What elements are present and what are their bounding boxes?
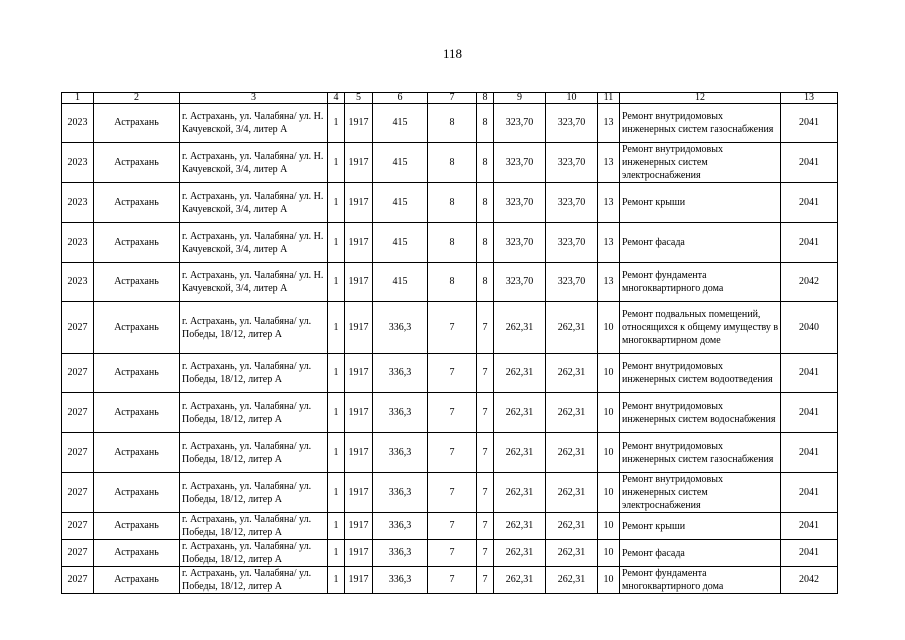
municipality-cell: Астрахань	[94, 302, 180, 354]
table-row	[62, 567, 838, 594]
deadline-cell: 2041	[781, 104, 838, 143]
build-year-cell: 1917	[345, 104, 373, 143]
work-type-cell: Ремонт фундамента многоквартирного дома	[620, 263, 781, 302]
build-year-cell: 1917	[345, 473, 373, 513]
table-row	[62, 263, 838, 302]
area-cell: 336,3	[373, 567, 428, 594]
value-cell: 8	[477, 104, 494, 143]
municipality-cell: Астрахань	[94, 433, 180, 473]
build-year-cell: 1917	[345, 302, 373, 354]
number-cell: 1	[328, 302, 345, 354]
address-cell: г. Астрахань, ул. Чалабяна/ ул. Победы, 18/12, литер А	[180, 354, 328, 393]
column-header: 4	[328, 93, 345, 104]
page-number: 118	[442, 46, 463, 61]
municipality-cell: Астрахань	[94, 354, 180, 393]
deadline-cell: 2041	[781, 354, 838, 393]
build-year-cell: 1917	[345, 223, 373, 263]
work-type-cell: Ремонт внутридомовых инженерных систем водоснабжения	[620, 393, 781, 433]
value-cell: 262,31	[546, 473, 598, 513]
value-cell: 7	[428, 354, 477, 393]
column-header: 11	[598, 93, 620, 104]
value-cell: 8	[428, 183, 477, 223]
address-cell: г. Астрахань, ул. Чалабяна/ ул. Победы, 18/12, литер А	[180, 513, 328, 540]
build-year-cell: 1917	[345, 513, 373, 540]
value-cell: 8	[428, 223, 477, 263]
number-cell: 1	[328, 473, 345, 513]
municipality-cell: Астрахань	[94, 513, 180, 540]
deadline-cell: 2041	[781, 513, 838, 540]
value-cell: 262,31	[494, 302, 546, 354]
value-cell: 8	[477, 143, 494, 183]
value-cell: 7	[428, 473, 477, 513]
value-cell: 7	[477, 567, 494, 594]
value-cell: 10	[598, 393, 620, 433]
build-year-cell: 1917	[345, 354, 373, 393]
area-cell: 415	[373, 263, 428, 302]
value-cell: 323,70	[494, 104, 546, 143]
work-type-cell: Ремонт внутридомовых инженерных систем электроснабжения	[620, 473, 781, 513]
build-year-cell: 1917	[345, 540, 373, 567]
address-cell: г. Астрахань, ул. Чалабяна/ ул. Победы, 18/12, литер А	[180, 393, 328, 433]
value-cell: 13	[598, 263, 620, 302]
table-row	[62, 104, 838, 143]
year-cell: 2023	[62, 183, 94, 223]
deadline-cell: 2041	[781, 143, 838, 183]
value-cell: 10	[598, 473, 620, 513]
municipality-cell: Астрахань	[94, 393, 180, 433]
value-cell: 10	[598, 433, 620, 473]
year-cell: 2027	[62, 513, 94, 540]
number-cell: 1	[328, 393, 345, 433]
column-header: 5	[345, 93, 373, 104]
table-row	[62, 183, 838, 223]
value-cell: 7	[428, 513, 477, 540]
column-header: 8	[477, 93, 494, 104]
value-cell: 262,31	[546, 354, 598, 393]
column-header: 2	[94, 93, 180, 104]
value-cell: 262,31	[494, 393, 546, 433]
column-header: 3	[180, 93, 328, 104]
table-row	[62, 223, 838, 263]
value-cell: 8	[428, 263, 477, 302]
year-cell: 2023	[62, 223, 94, 263]
work-type-cell: Ремонт крыши	[620, 513, 781, 540]
address-cell: г. Астрахань, ул. Чалабяна/ ул. Победы, 18/12, литер А	[180, 540, 328, 567]
number-cell: 1	[328, 540, 345, 567]
value-cell: 13	[598, 104, 620, 143]
value-cell: 13	[598, 223, 620, 263]
area-cell: 336,3	[373, 354, 428, 393]
column-header: 6	[373, 93, 428, 104]
value-cell: 323,70	[494, 143, 546, 183]
value-cell: 7	[477, 302, 494, 354]
year-cell: 2027	[62, 540, 94, 567]
address-cell: г. Астрахань, ул. Чалабяна/ ул. Победы, 18/12, литер А	[180, 433, 328, 473]
municipality-cell: Астрахань	[94, 183, 180, 223]
address-cell: г. Астрахань, ул. Чалабяна/ ул. Победы, 18/12, литер А	[180, 302, 328, 354]
value-cell: 7	[477, 393, 494, 433]
value-cell: 7	[477, 354, 494, 393]
value-cell: 10	[598, 567, 620, 594]
value-cell: 262,31	[546, 567, 598, 594]
value-cell: 13	[598, 183, 620, 223]
year-cell: 2027	[62, 433, 94, 473]
address-cell: г. Астрахань, ул. Чалабяна/ ул. Н. Качуевской, 3/4, литер А	[180, 143, 328, 183]
value-cell: 323,70	[546, 183, 598, 223]
repair-schedule-table	[61, 92, 838, 594]
municipality-cell: Астрахань	[94, 473, 180, 513]
municipality-cell: Астрахань	[94, 263, 180, 302]
value-cell: 323,70	[546, 143, 598, 183]
municipality-cell: Астрахань	[94, 567, 180, 594]
year-cell: 2027	[62, 302, 94, 354]
column-header: 13	[781, 93, 838, 104]
value-cell: 7	[477, 540, 494, 567]
year-cell: 2027	[62, 567, 94, 594]
value-cell: 10	[598, 354, 620, 393]
year-cell: 2027	[62, 393, 94, 433]
area-cell: 336,3	[373, 473, 428, 513]
table-row	[62, 354, 838, 393]
work-type-cell: Ремонт фасада	[620, 223, 781, 263]
municipality-cell: Астрахань	[94, 223, 180, 263]
address-cell: г. Астрахань, ул. Чалабяна/ ул. Н. Качуевской, 3/4, литер А	[180, 263, 328, 302]
value-cell: 262,31	[546, 433, 598, 473]
build-year-cell: 1917	[345, 433, 373, 473]
address-cell: г. Астрахань, ул. Чалабяна/ ул. Н. Качуевской, 3/4, литер А	[180, 183, 328, 223]
area-cell: 415	[373, 223, 428, 263]
value-cell: 13	[598, 143, 620, 183]
value-cell: 323,70	[546, 263, 598, 302]
table-row	[62, 433, 838, 473]
number-cell: 1	[328, 104, 345, 143]
value-cell: 7	[477, 473, 494, 513]
table-row	[62, 473, 838, 513]
area-cell: 336,3	[373, 433, 428, 473]
value-cell: 262,31	[546, 302, 598, 354]
table-row	[62, 393, 838, 433]
value-cell: 8	[477, 263, 494, 302]
address-cell: г. Астрахань, ул. Чалабяна/ ул. Н. Качуевской, 3/4, литер А	[180, 104, 328, 143]
number-cell: 1	[328, 223, 345, 263]
value-cell: 262,31	[494, 354, 546, 393]
value-cell: 262,31	[546, 540, 598, 567]
column-header: 7	[428, 93, 477, 104]
year-cell: 2023	[62, 104, 94, 143]
area-cell: 415	[373, 143, 428, 183]
value-cell: 7	[428, 433, 477, 473]
year-cell: 2027	[62, 354, 94, 393]
municipality-cell: Астрахань	[94, 540, 180, 567]
value-cell: 262,31	[494, 540, 546, 567]
build-year-cell: 1917	[345, 263, 373, 302]
year-cell: 2023	[62, 143, 94, 183]
year-cell: 2023	[62, 263, 94, 302]
work-type-cell: Ремонт подвальных помещений, относящихся к общему имуществу в многоквартирном доме	[620, 302, 781, 354]
table-row	[62, 302, 838, 354]
value-cell: 262,31	[494, 567, 546, 594]
header-row	[62, 93, 838, 104]
deadline-cell: 2042	[781, 263, 838, 302]
table-row	[62, 540, 838, 567]
value-cell: 8	[477, 223, 494, 263]
value-cell: 10	[598, 540, 620, 567]
value-cell: 262,31	[494, 473, 546, 513]
value-cell: 7	[477, 513, 494, 540]
value-cell: 323,70	[546, 104, 598, 143]
value-cell: 323,70	[494, 223, 546, 263]
work-type-cell: Ремонт фасада	[620, 540, 781, 567]
build-year-cell: 1917	[345, 393, 373, 433]
address-cell: г. Астрахань, ул. Чалабяна/ ул. Победы, 18/12, литер А	[180, 567, 328, 594]
work-type-cell: Ремонт крыши	[620, 183, 781, 223]
municipality-cell: Астрахань	[94, 104, 180, 143]
work-type-cell: Ремонт внутридомовых инженерных систем водоотведения	[620, 354, 781, 393]
number-cell: 1	[328, 143, 345, 183]
deadline-cell: 2041	[781, 183, 838, 223]
work-type-cell: Ремонт внутридомовых инженерных систем электроснабжения	[620, 143, 781, 183]
deadline-cell: 2042	[781, 567, 838, 594]
value-cell: 262,31	[546, 393, 598, 433]
deadline-cell: 2041	[781, 433, 838, 473]
number-cell: 1	[328, 263, 345, 302]
number-cell: 1	[328, 567, 345, 594]
value-cell: 7	[428, 393, 477, 433]
municipality-cell: Астрахань	[94, 143, 180, 183]
value-cell: 7	[477, 433, 494, 473]
table-body	[62, 104, 838, 594]
column-header: 1	[62, 93, 94, 104]
value-cell: 323,70	[546, 223, 598, 263]
value-cell: 10	[598, 513, 620, 540]
value-cell: 7	[428, 540, 477, 567]
area-cell: 336,3	[373, 513, 428, 540]
table-row	[62, 513, 838, 540]
year-cell: 2027	[62, 473, 94, 513]
area-cell: 336,3	[373, 302, 428, 354]
value-cell: 8	[477, 183, 494, 223]
column-header: 10	[546, 93, 598, 104]
column-header: 12	[620, 93, 781, 104]
address-cell: г. Астрахань, ул. Чалабяна/ ул. Н. Качуевской, 3/4, литер А	[180, 223, 328, 263]
value-cell: 8	[428, 104, 477, 143]
number-cell: 1	[328, 183, 345, 223]
area-cell: 336,3	[373, 393, 428, 433]
value-cell: 7	[428, 567, 477, 594]
value-cell: 8	[428, 143, 477, 183]
number-cell: 1	[328, 513, 345, 540]
deadline-cell: 2041	[781, 393, 838, 433]
value-cell: 323,70	[494, 183, 546, 223]
value-cell: 7	[428, 302, 477, 354]
address-cell: г. Астрахань, ул. Чалабяна/ ул. Победы, 18/12, литер А	[180, 473, 328, 513]
value-cell: 323,70	[494, 263, 546, 302]
table-row	[62, 143, 838, 183]
work-type-cell: Ремонт фундамента многоквартирного дома	[620, 567, 781, 594]
build-year-cell: 1917	[345, 183, 373, 223]
area-cell: 415	[373, 104, 428, 143]
work-type-cell: Ремонт внутридомовых инженерных систем газоснабжения	[620, 104, 781, 143]
value-cell: 262,31	[494, 513, 546, 540]
deadline-cell: 2041	[781, 540, 838, 567]
area-cell: 415	[373, 183, 428, 223]
build-year-cell: 1917	[345, 567, 373, 594]
number-cell: 1	[328, 433, 345, 473]
area-cell: 336,3	[373, 540, 428, 567]
work-type-cell: Ремонт внутридомовых инженерных систем газоснабжения	[620, 433, 781, 473]
value-cell: 262,31	[494, 433, 546, 473]
value-cell: 10	[598, 302, 620, 354]
column-header: 9	[494, 93, 546, 104]
deadline-cell: 2041	[781, 223, 838, 263]
build-year-cell: 1917	[345, 143, 373, 183]
value-cell: 262,31	[546, 513, 598, 540]
deadline-cell: 2040	[781, 302, 838, 354]
number-cell: 1	[328, 354, 345, 393]
deadline-cell: 2041	[781, 473, 838, 513]
